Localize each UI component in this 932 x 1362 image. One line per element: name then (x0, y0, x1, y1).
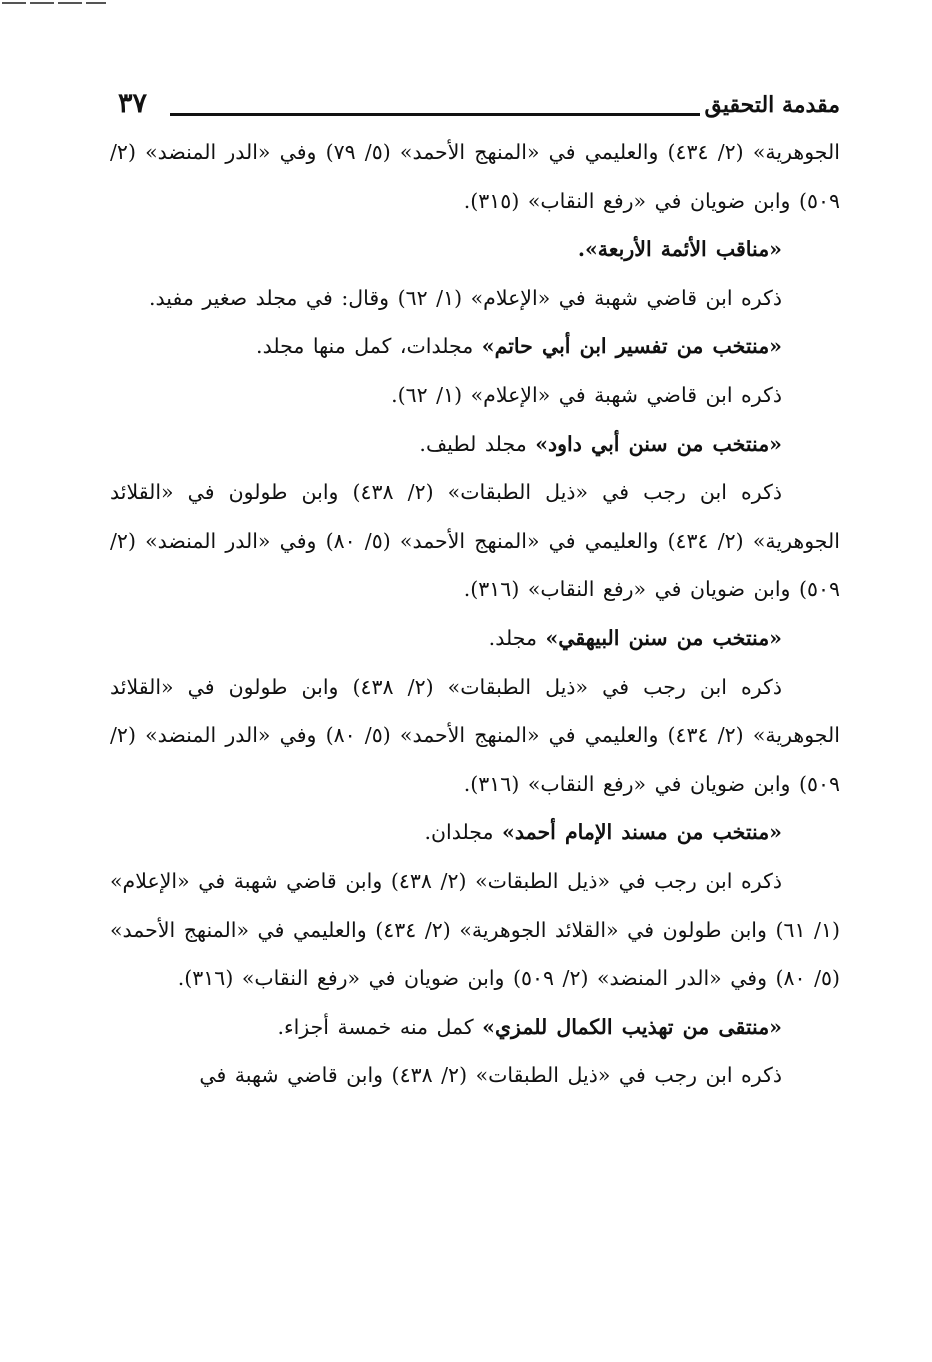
paragraph: ذكره ابن قاضي شهبة في «الإعلام» (١/ ٦٢). (391, 382, 782, 407)
paragraph: ذكره ابن رجب في «ذيل الطبقات» (٢/ ٤٣٨) وابن قاضي شهبة في «الإعلام» (١/ ٦١) وابن طولون في «القلائد الجوهرية» (٢/ ٤٣٤) والعليمي في «المنهج الأحمد» (٥/ ٨٠) وفي «الدر المنضد» (٢/ ٥٠٩) وابن ضويان في «رفع النقاب» (٣١٦). (110, 868, 840, 991)
paragraph: ذكره ابن رجب في «ذيل الطبقات» (٢/ ٤٣٨) وابن طولون في «القلائد الجوهرية» (٢/ ٤٣٤) والعليمي في «المنهج الأحمد» (٥/ ٨٠) وفي «الدر المنضد» (٢/ ٥٠٩) وابن ضويان في «رفع النقاب» (٣١٦). (110, 480, 840, 602)
page-number: ٣٧ (118, 88, 148, 119)
paragraph: الجوهرية» (٢/ ٤٣٤) والعليمي في «المنهج الأحمد» (٥/ ٧٩) وفي «الدر المنضد» (٢/ ٥٠٩) وابن ضويان في «رفع النقاب» (٣١٥). (110, 140, 840, 213)
body-text (110, 128, 840, 1100)
book-title-entry: «منتخب من مسند الإمام أحمد» مجلدان. (424, 820, 782, 845)
book-title-entry: «مناقب الأئمة الأربعة». (577, 237, 782, 262)
book-title-entry: «منتخب من تفسير ابن أبي حاتم» مجلدات، كمل منها مجلد. (256, 334, 782, 359)
book-page (110, 82, 840, 1100)
book-title-entry: «منتقى من تهذيب الكمال للمزي» كمل منه خمسة أجزاء. (277, 1014, 782, 1039)
paragraph: ذكره ابن رجب في «ذيل الطبقات» (٢/ ٤٣٨) وابن قاضي شهبة في (199, 1063, 782, 1088)
page-header (110, 82, 840, 128)
book-title-entry: «منتخب من سنن أبي داود» مجلد لطيف. (419, 431, 782, 456)
scan-edge-marks (0, 0, 110, 6)
paragraph: ذكره ابن قاضي شهبة في «الإعلام» (١/ ٦٢) وقال: في مجلد صغير مفيد. (149, 285, 782, 310)
running-title: مقدمة التحقيق (704, 92, 840, 118)
header-rule (170, 113, 700, 116)
book-title-entry: «منتخب من سنن البيهقي» مجلد. (488, 625, 782, 650)
paragraph: ذكره ابن رجب في «ذيل الطبقات» (٢/ ٤٣٨) وابن طولون في «القلائد الجوهرية» (٢/ ٤٣٤) والعليمي في «المنهج الأحمد» (٥/ ٨٠) وفي «الدر المنضد» (٢/ ٥٠٩) وابن ضويان في «رفع النقاب» (٣١٦). (110, 674, 840, 796)
